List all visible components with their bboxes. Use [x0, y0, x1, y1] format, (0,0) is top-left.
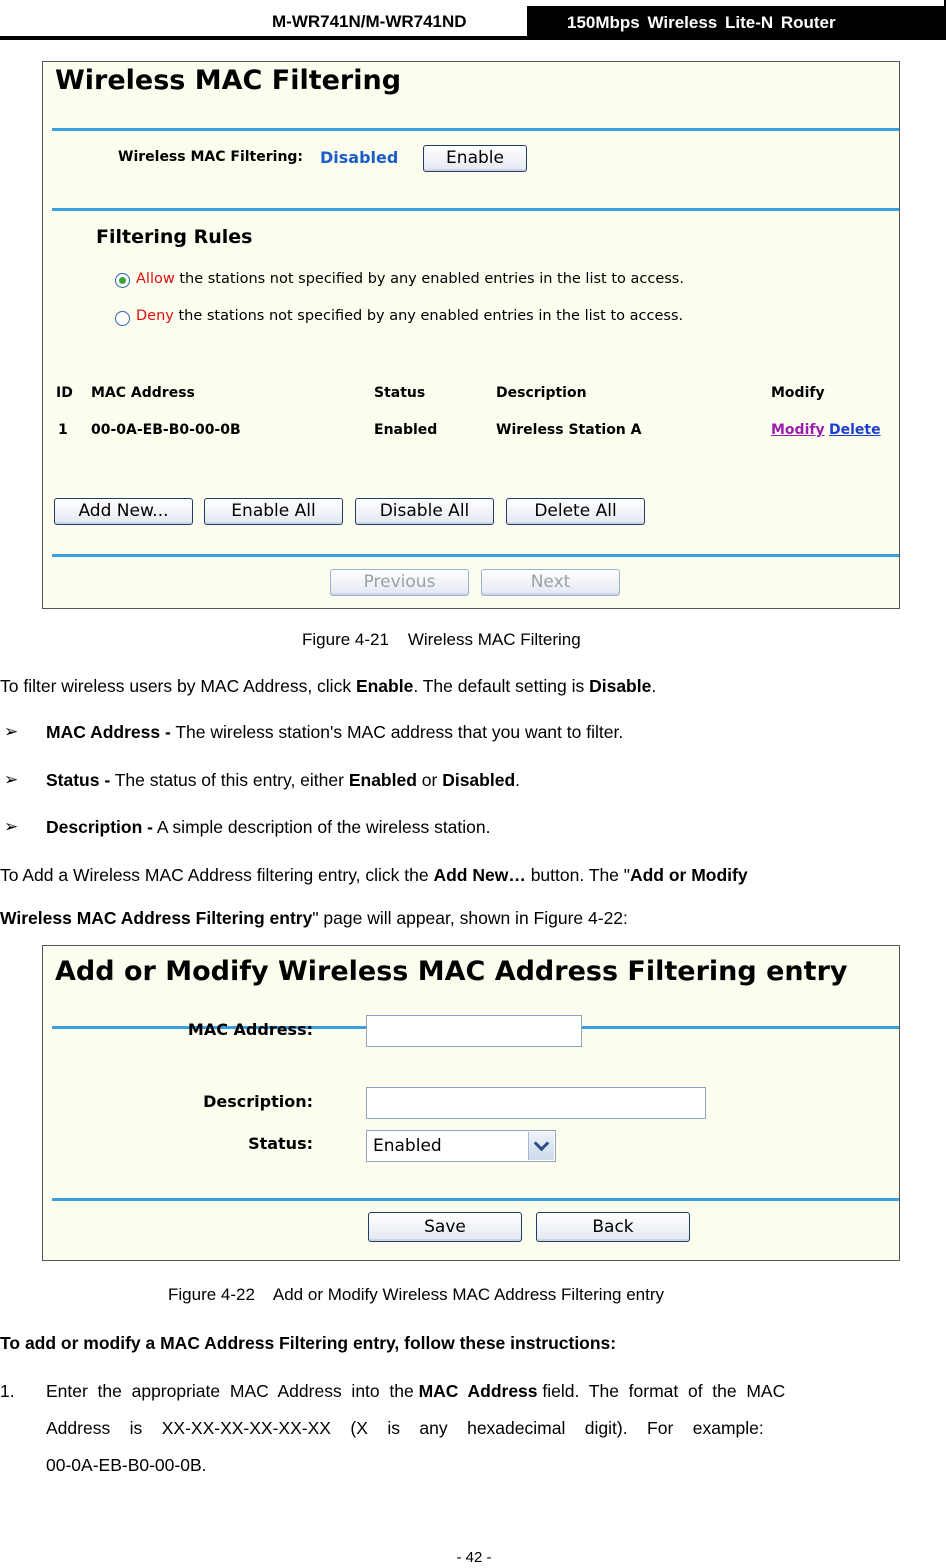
instructions-heading: To add or modify a MAC Address Filtering entry, follow these instructions: — [0, 1333, 617, 1353]
add-paragraph-line2 — [0, 907, 628, 929]
row-description: Wireless Station A — [496, 422, 642, 438]
add-text: To Add a Wireless MAC Address filtering entry, click the — [0, 865, 434, 885]
enable-button[interactable]: Enable — [423, 145, 527, 172]
add-text-2: button. The " — [525, 865, 630, 885]
deny-description: the stations not specified by any enabled entries in the list to access. — [173, 308, 684, 324]
enable-all-button[interactable]: Enable All — [204, 498, 343, 525]
deny-rule-text — [136, 308, 683, 324]
filtering-rules-title: Filtering Rules — [96, 226, 253, 248]
panel-title: Add or Modify Wireless MAC Address Filtering entry — [55, 956, 848, 987]
divider — [52, 554, 900, 557]
status-or: or — [416, 770, 443, 790]
entry-title-term: Wireless MAC Address Filtering entry — [0, 908, 313, 928]
allow-description: the stations not specified by any enabled entries in the list to access. — [174, 271, 684, 287]
col-header-status: Status — [374, 385, 426, 401]
col-header-description: Description — [496, 385, 587, 401]
status-enabled: Enabled — [348, 770, 417, 790]
filtering-label: Wireless MAC Filtering: — [118, 149, 304, 165]
status-select[interactable] — [366, 1130, 556, 1162]
modify-link[interactable]: Modify — [771, 422, 825, 438]
status-select-value: Enabled — [373, 1136, 442, 1156]
wireless-mac-filtering-screenshot — [42, 61, 900, 609]
header-model: M-WR741N/M-WR741ND — [272, 12, 467, 31]
add-new-button[interactable]: Add New... — [54, 498, 193, 525]
allow-rule-text — [136, 271, 684, 287]
intro-paragraph — [0, 675, 656, 697]
status-disabled: Disabled — [442, 770, 516, 790]
next-button[interactable]: Next — [481, 569, 620, 596]
bullet-arrow-icon: ➢ — [4, 722, 19, 741]
divider — [52, 208, 900, 211]
mac-address-label: MAC Address: — [187, 1020, 313, 1039]
save-button[interactable]: Save — [368, 1212, 522, 1242]
header-product: 150Mbps Wireless Lite-N Router — [527, 6, 946, 40]
delete-all-button[interactable]: Delete All — [506, 498, 645, 525]
row-mac: 00-0A-EB-B0-00-0B — [91, 422, 241, 438]
description-input[interactable] — [366, 1087, 706, 1119]
add-or-modify-term: Add or Modify — [629, 865, 748, 885]
step1-text: Enter the appropriate MAC Address into the — [46, 1381, 419, 1401]
bullet-mac-address — [46, 721, 623, 743]
figure-caption-4-22: Figure 4-22 Add or Modify Wireless MAC Address Filtering entry — [168, 1285, 665, 1304]
status-period: . — [515, 770, 521, 790]
term-mac: MAC Address - — [46, 722, 171, 742]
mac-address-input[interactable] — [366, 1015, 582, 1047]
bullet-arrow-icon: ➢ — [4, 770, 19, 789]
deny-word: Deny — [136, 308, 174, 324]
intro-period: . — [651, 676, 657, 696]
disable-all-button[interactable]: Disable All — [355, 498, 494, 525]
header-edge — [944, 0, 946, 40]
step1-line1 — [46, 1380, 785, 1402]
step-number: 1. — [0, 1381, 15, 1401]
add-text-3: " page will appear, shown in Figure 4-22: — [312, 908, 628, 928]
add-new-term: Add New… — [433, 865, 526, 885]
col-header-mac: MAC Address — [91, 385, 195, 401]
col-header-id: ID — [56, 385, 73, 401]
divider — [52, 128, 900, 131]
add-modify-entry-screenshot — [42, 945, 900, 1261]
step1-mac-term: MAC Address — [418, 1381, 538, 1401]
previous-button[interactable]: Previous — [330, 569, 469, 596]
def-mac: The wireless station's MAC address that you want to filter. — [170, 722, 624, 742]
bullet-description — [46, 816, 491, 838]
delete-link[interactable]: Delete — [829, 422, 881, 438]
allow-radio[interactable] — [115, 273, 130, 288]
intro-enable: Enable — [355, 676, 414, 696]
add-paragraph-line1 — [0, 864, 948, 886]
intro-text-2: . The default setting is — [413, 676, 590, 696]
header-model-cell — [0, 0, 527, 40]
filtering-status: Disabled — [320, 148, 399, 167]
status-label: Status: — [248, 1134, 313, 1153]
bullet-arrow-icon: ➢ — [4, 817, 19, 836]
back-button[interactable]: Back — [536, 1212, 690, 1242]
step1-text-2: field. The format of the MAC — [537, 1381, 786, 1401]
row-id: 1 — [58, 422, 68, 438]
def-status: The status of this entry, either — [110, 770, 349, 790]
description-label: Description: — [203, 1092, 313, 1111]
row-status: Enabled — [374, 422, 438, 438]
page-number: - 42 - — [456, 1549, 492, 1566]
deny-radio[interactable] — [115, 311, 130, 326]
intro-text: To filter wireless users by MAC Address, click — [0, 676, 356, 696]
divider — [52, 1198, 900, 1201]
intro-disable: Disable — [589, 676, 652, 696]
term-description: Description - — [46, 817, 153, 837]
allow-word: Allow — [136, 271, 175, 287]
def-description: A simple description of the wireless station. — [152, 817, 491, 837]
step1-line3: 00-0A-EB-B0-00-0B. — [46, 1455, 207, 1475]
chevron-down-icon[interactable] — [528, 1132, 554, 1160]
bullet-status — [46, 769, 520, 791]
page-header — [0, 0, 948, 40]
panel-title: Wireless MAC Filtering — [55, 65, 402, 96]
figure-caption-4-21: Figure 4-21 Wireless MAC Filtering — [302, 630, 581, 649]
col-header-modify: Modify — [771, 385, 825, 401]
step1-line2: Address is XX-XX-XX-XX-XX-XX (X is any hexadecimal digit). For example: — [46, 1418, 764, 1438]
term-status: Status - — [46, 770, 111, 790]
